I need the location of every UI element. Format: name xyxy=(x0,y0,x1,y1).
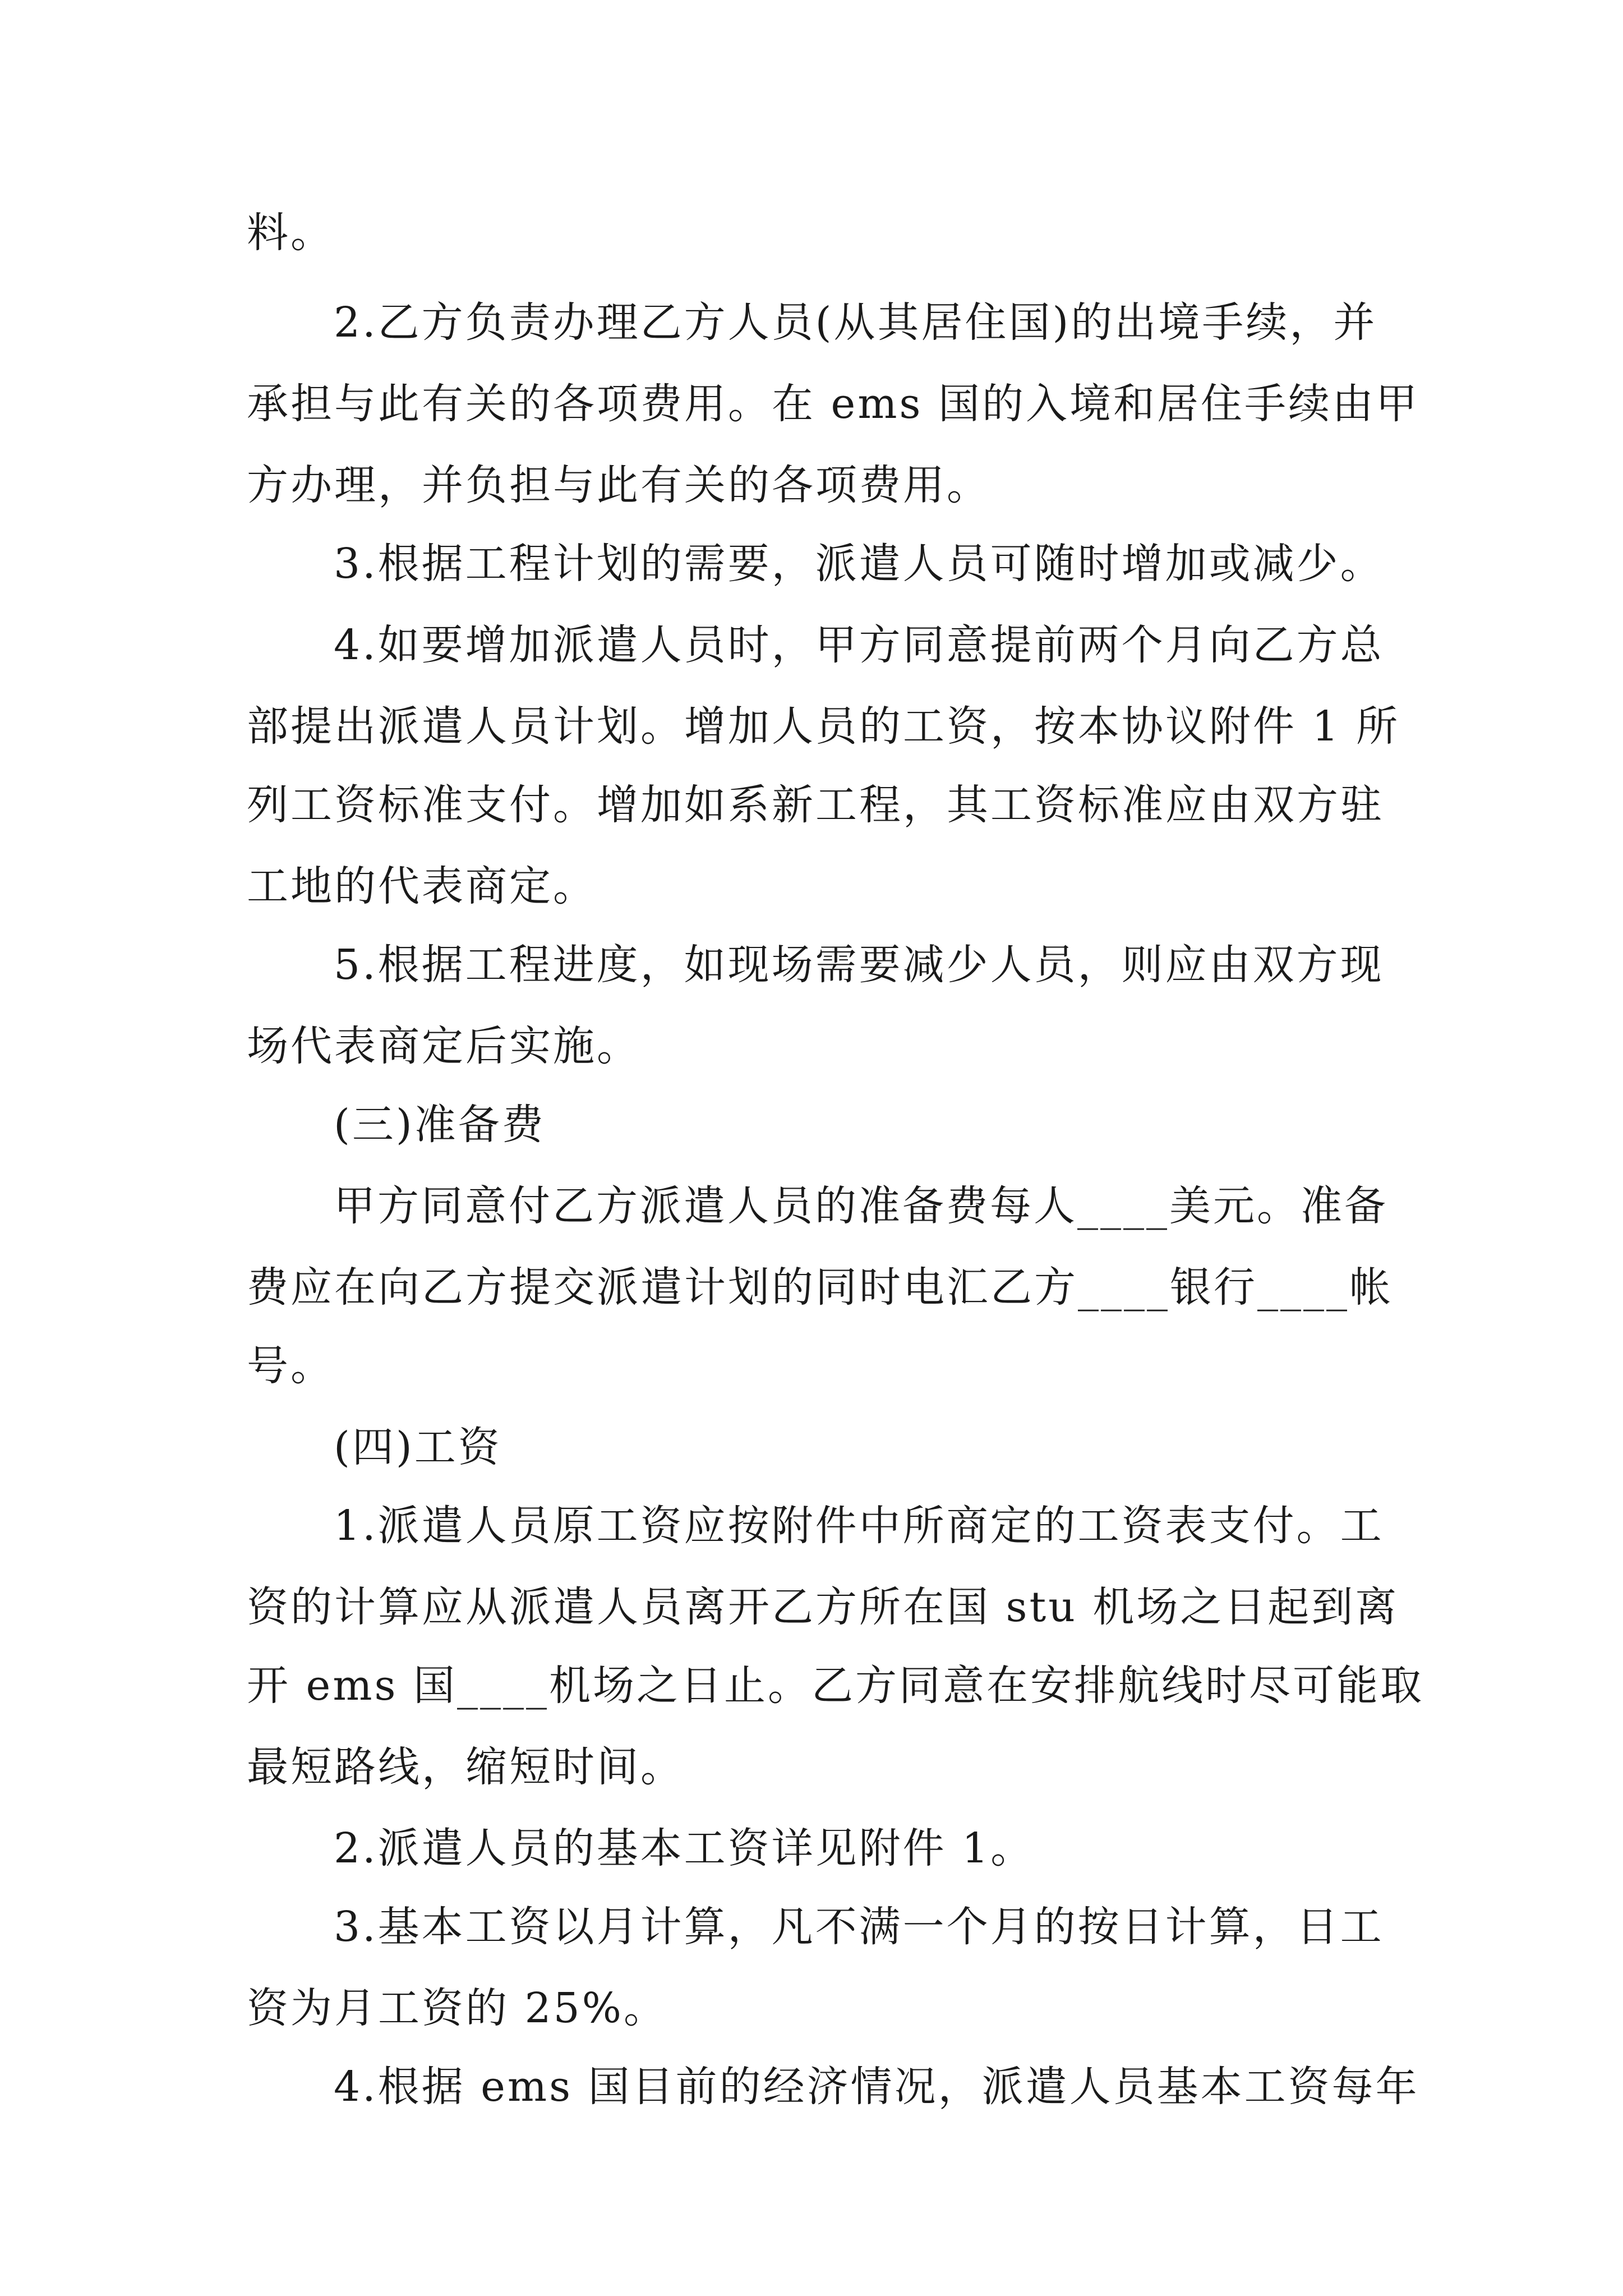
text-line: 3.基本工资以月计算，凡不满一个月的按日计算，日工 xyxy=(334,1903,1384,1951)
text-line: 承担与此有关的各项费用。在 ems 国的入境和居住手续由甲 xyxy=(247,380,1419,428)
text-line: 工地的代表商定。 xyxy=(247,862,597,910)
text-line: 4.如要增加派遣人员时，甲方同意提前两个月向乙方总 xyxy=(334,621,1384,669)
text-line: 5.根据工程进度，如现场需要减少人员，则应由双方现 xyxy=(334,941,1384,989)
text-line: 资的计算应从派遣人员离开乙方所在国 stu 机场之日起到离 xyxy=(247,1583,1399,1631)
text-line: 列工资标准支付。增加如系新工程，其工资标准应由双方驻 xyxy=(247,781,1384,829)
text-line: 号。 xyxy=(247,1342,334,1390)
text-line: 4.根据 ems 国目前的经济情况，派遣人员基本工资每年 xyxy=(334,2063,1419,2111)
text-line: 甲方同意付乙方派遣人员的准备费每人____美元。准备 xyxy=(334,1182,1388,1230)
text-line: 2.派遣人员的基本工资详见附件 1。 xyxy=(334,1824,1035,1872)
text-line: 方办理，并负担与此有关的各项费用。 xyxy=(247,461,990,509)
text-line: 1.派遣人员原工资应按附件中所商定的工资表支付。工 xyxy=(334,1502,1384,1550)
section-heading: (四)工资 xyxy=(334,1423,502,1471)
text-line: 场代表商定后实施。 xyxy=(247,1022,640,1070)
text-line: 2.乙方负责办理乙方人员(从其居住国)的出境手续，并 xyxy=(334,298,1377,347)
text-line: 资为月工资的 25%。 xyxy=(247,1984,667,2032)
section-heading: (三)准备费 xyxy=(334,1101,546,1149)
text-line: 部提出派遣人员计划。增加人员的工资，按本协议附件 1 所 xyxy=(247,702,1400,751)
text-line: 3.根据工程计划的需要，派遣人员可随时增加或减少。 xyxy=(334,540,1384,588)
text-line: 费应在向乙方提交派遣计划的同时电汇乙方____银行____帐 xyxy=(247,1263,1393,1312)
text-line: 最短路线，缩短时间。 xyxy=(247,1743,684,1791)
text-line: 料。 xyxy=(247,209,334,257)
text-line: 开 ems 国____机场之日止。乙方同意在安排航线时尽可能取 xyxy=(247,1662,1424,1710)
